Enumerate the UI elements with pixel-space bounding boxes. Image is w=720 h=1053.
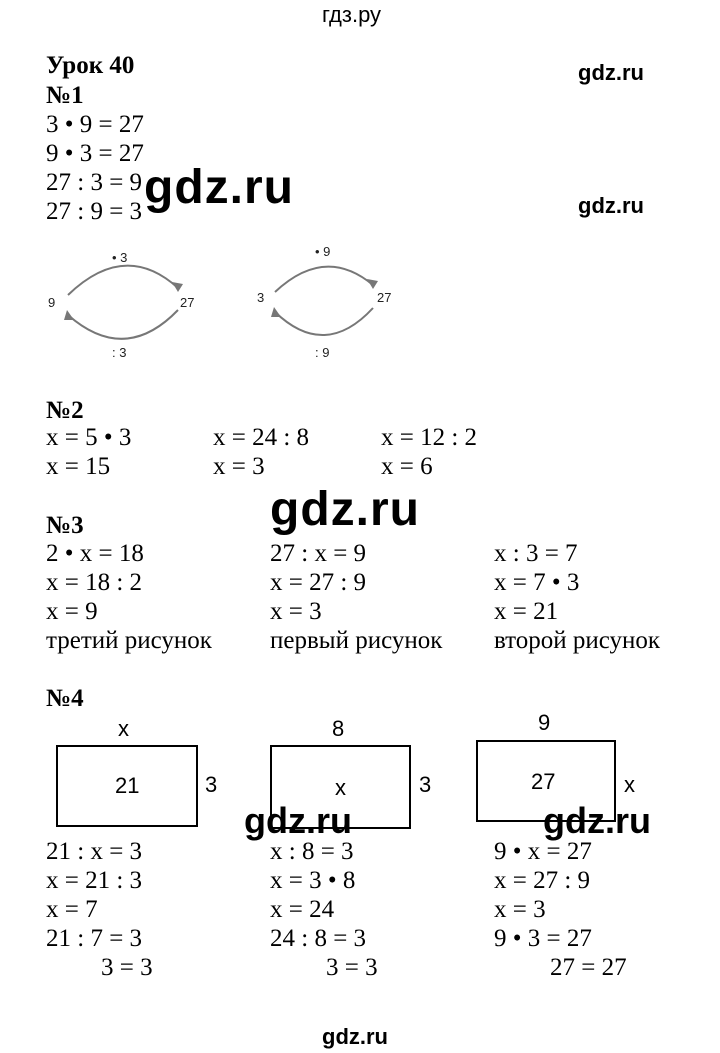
task-4-cell: x = 21 : 3 xyxy=(46,867,143,894)
diagram-bottom-label: : 9 xyxy=(315,345,330,360)
task-1-label: №1 xyxy=(46,82,84,109)
rect-top-label: 8 xyxy=(332,716,345,741)
rect-side-label: 3 xyxy=(419,772,432,797)
watermark: gdz.ru xyxy=(244,800,352,841)
task-3-cell: x = 3 xyxy=(270,598,322,625)
lesson-title: Урок 40 xyxy=(46,52,135,79)
watermark: gdz.ru xyxy=(322,1024,388,1049)
task-1-line: 27 : 9 = 3 xyxy=(46,198,143,225)
diagram-left-number: 3 xyxy=(257,290,265,305)
task-3-cell: 27 : x = 9 xyxy=(270,540,367,567)
task-3-cell: x = 9 xyxy=(46,598,98,625)
header-site: гдз.ру xyxy=(322,2,382,27)
task-1-line: 3 • 9 = 27 xyxy=(46,111,144,138)
task-4-cell: 21 : 7 = 3 xyxy=(46,925,143,952)
task-3-cell: третий рисунок xyxy=(46,627,212,654)
task-3-cell: x : 3 = 7 xyxy=(494,540,578,567)
task-4-cell: x = 3 xyxy=(494,896,546,923)
task-4-cell: 21 : x = 3 xyxy=(46,838,143,865)
watermark: gdz.ru xyxy=(270,483,420,536)
task-2-cell: x = 12 : 2 xyxy=(381,424,478,451)
task-4-cell: x = 7 xyxy=(46,896,98,923)
task-2-cell: x = 24 : 8 xyxy=(213,424,310,451)
task-4-cell: 3 = 3 xyxy=(326,954,378,981)
task-4-cell: x = 27 : 9 xyxy=(494,867,591,894)
task-2-cell: x = 6 xyxy=(381,453,433,480)
task-4-cell: 9 • 3 = 27 xyxy=(494,925,592,952)
watermark: gdz.ru xyxy=(578,60,644,85)
task-1-line: 27 : 3 = 9 xyxy=(46,169,143,196)
rect-top-label: 9 xyxy=(538,710,551,735)
rect-side-label: x xyxy=(624,772,635,797)
watermark: gdz.ru xyxy=(144,161,294,214)
task-4-cell: 3 = 3 xyxy=(101,954,153,981)
task-3-cell: 2 • x = 18 xyxy=(46,540,144,567)
watermark: gdz.ru xyxy=(578,193,644,218)
task-3-cell: второй рисунок xyxy=(494,627,661,654)
task-4-cell: 27 = 27 xyxy=(550,954,627,981)
diagram-bottom-label: : 3 xyxy=(112,345,127,360)
rect-top-label: x xyxy=(118,716,129,741)
task-4-cell: x : 8 = 3 xyxy=(270,838,354,865)
task-2-cell: x = 5 • 3 xyxy=(46,424,132,451)
rectangle xyxy=(476,740,616,822)
cycle-diagram-2 xyxy=(255,240,405,365)
diagram-right-number: 27 xyxy=(180,295,195,310)
rect-side-label: 3 xyxy=(205,772,218,797)
task-4-label: №4 xyxy=(46,685,84,712)
rectangle xyxy=(56,745,198,827)
task-4-cell: 24 : 8 = 3 xyxy=(270,925,367,952)
rect-center-label: 21 xyxy=(115,773,140,798)
task-3-cell: x = 27 : 9 xyxy=(270,569,367,596)
task-2-label: №2 xyxy=(46,397,84,424)
task-3-label: №3 xyxy=(46,512,84,539)
diagram-top-label: • 3 xyxy=(112,250,128,265)
task-3-cell: первый рисунок xyxy=(270,627,443,654)
task-4-cell: x = 3 • 8 xyxy=(270,867,356,894)
diagram-top-label: • 9 xyxy=(315,244,331,259)
task-2-cell: x = 15 xyxy=(46,453,111,480)
task-4-cell: 9 • x = 27 xyxy=(494,838,592,865)
task-3-cell: x = 7 • 3 xyxy=(494,569,580,596)
task-3-cell: x = 21 xyxy=(494,598,559,625)
task-1-line: 9 • 3 = 27 xyxy=(46,140,144,167)
diagram-right-number: 27 xyxy=(377,290,392,305)
task-4-cell: x = 24 xyxy=(270,896,335,923)
rect-center-label: 27 xyxy=(531,769,556,794)
watermark: gdz.ru xyxy=(543,800,651,841)
diagram-left-number: 9 xyxy=(48,295,56,310)
cycle-diagram-1 xyxy=(40,240,210,365)
task-3-cell: x = 18 : 2 xyxy=(46,569,143,596)
rect-center-label: x xyxy=(335,775,346,800)
task-2-cell: x = 3 xyxy=(213,453,265,480)
rectangle xyxy=(270,745,411,829)
